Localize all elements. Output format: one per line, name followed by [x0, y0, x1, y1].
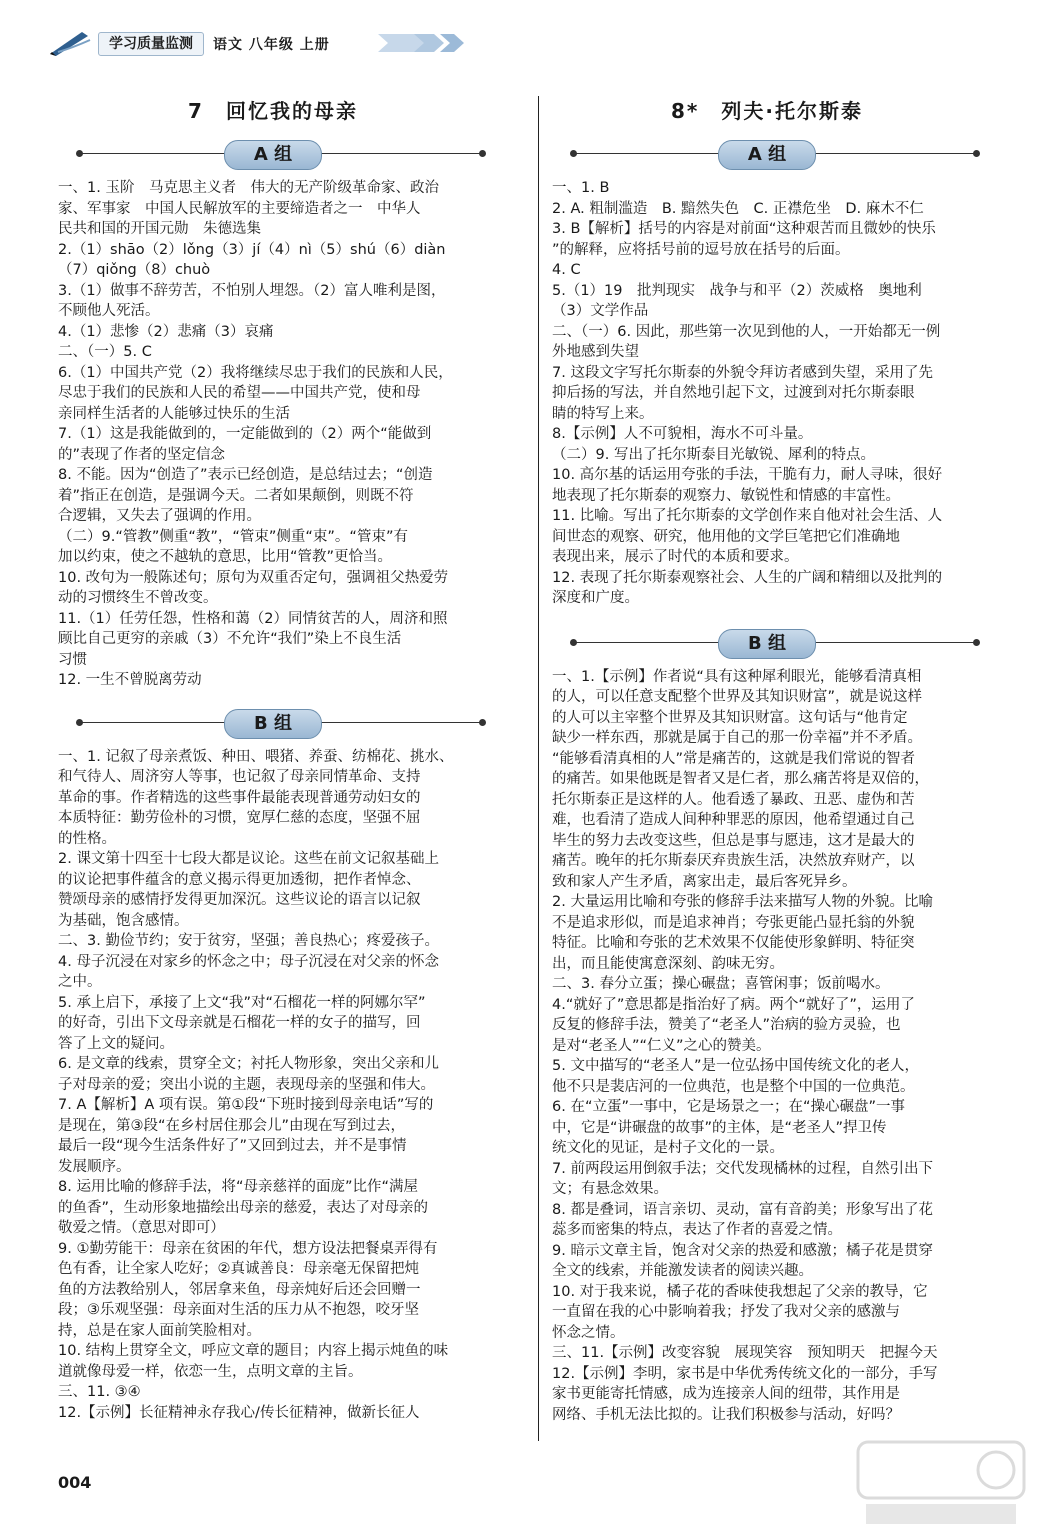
answer-line: 本质特征：勤劳俭朴的习惯，宽厚仁慈的态度，坚强不屈 — [58, 810, 421, 826]
answer-line: 家、军事家 中国人民解放军的主要缔造者之一 中华人 — [58, 200, 421, 217]
answer-line: 托尔斯泰正是这样的人。他看透了暴政、丑恶、虚伪和苦 — [552, 791, 915, 808]
answer-line: 子对母亲的爱；突出小说的主题，表现母亲的坚强和伟大。 — [58, 1076, 435, 1093]
answer-line: 敬爱之情。（意思对即可） — [58, 1220, 225, 1236]
watermark-logo — [856, 1440, 1026, 1530]
answer-line: 习惯 — [58, 651, 87, 668]
answer-line: 着”指正在创造，是强调今天。二者如果颠倒，则既不符 — [58, 487, 414, 504]
right-column — [552, 92, 982, 1425]
answer-line: 最后一段“现今生活条件好了”又回到过去，并不是事情 — [58, 1138, 407, 1154]
answer-line: 二、（一）6. 因此，那些第一次见到他的人，一开始都无一例 — [552, 323, 941, 340]
answer-line: 地表现了托尔斯泰的观察力、敏锐性和情感的丰富性。 — [552, 487, 900, 504]
answer-line: 尽忠于我们的民族和人民的希望——中国共产党，使和母 — [58, 385, 421, 401]
answer-line: 网络、手机无法比拟的。让我们积极参与活动，好吗？ — [552, 1406, 900, 1423]
answer-line: 7.（1）这是我能做到的，一定能做到的（2）两个“能做到 — [58, 426, 432, 442]
group-b-banner — [58, 703, 488, 743]
answer-line: 5.（1）19 批判现实 战争与和平（2）茨威格 奥地利 — [552, 282, 922, 299]
answer-line: 4. 母子沉浸在对家乡的怀念之中；母子沉浸在对父亲的怀念 — [58, 953, 439, 970]
answer-line: 4. C — [552, 262, 581, 278]
answer-line: “能够看清真相的人”常是痛苦的，这就是我们常说的智者 — [552, 750, 916, 767]
answer-line: 表现出来，展示了时代的本质和要求。 — [552, 549, 799, 565]
answer-line: 不顾他人死活。 — [58, 303, 160, 319]
answer-line: 二、（一）5. C — [58, 344, 152, 360]
answer-line: 道就像母爱一样，依恋一生，点明文章的主旨。 — [58, 1363, 363, 1380]
left-column — [58, 92, 488, 1423]
answer-line: 睛的特写上来。 — [552, 405, 654, 422]
answer-line: 一、1. 记叙了母亲煮饭、种田、喂猪、养蚕、纺棉花、挑水、 — [58, 748, 454, 765]
column-divider — [538, 96, 539, 1441]
answer-line: 三、11.【示例】改变容貌 展现笑容 预知明天 把握今天 — [552, 1345, 938, 1361]
answer-line: 中，它是“讲碾盘的故事”的主体，是“老圣人”捍卫传 — [552, 1119, 887, 1136]
answer-line: 之中。 — [58, 974, 102, 990]
group-b-answers — [58, 747, 488, 1424]
pen-icon — [48, 30, 92, 56]
answer-line: 11.（1）任劳任怨，性格和蔼（2）同情贫苦的人，周济和照 — [58, 610, 448, 627]
answer-line: 怀念之情。 — [552, 1324, 625, 1341]
answer-line: 顾比自己更穷的亲戚（3）不允许“我们”染上不良生活 — [58, 631, 402, 647]
answer-line: 难，也看清了造成人间种种罪恶的原因，他希望通过自己 — [552, 812, 915, 828]
answer-line: 10. 改句为一般陈述句；原句为双重否定句，强调祖父热爱劳 — [58, 569, 449, 586]
answer-line: 家书更能寄托情感，成为连接亲人间的纽带，其作用是 — [552, 1386, 900, 1402]
answer-line: 合逻辑，又失去了强调的作用。 — [58, 508, 261, 524]
answer-line: （7）qiǒng（8）chuò — [58, 262, 211, 278]
answer-line: 一、1. 玉阶 马克思主义者 伟大的无产阶级革命家、政治 — [58, 180, 439, 196]
answer-line: （二）9. 写出了托尔斯泰目光敏锐、犀利的特点。 — [552, 446, 875, 463]
answer-line: 二、3. 春分立蛋；操心碾盘；喜管闲事；饭前喝水。 — [552, 976, 890, 992]
answer-line: 7. 这段文字写托尔斯泰的外貌令拜访者感到失望，采用了先 — [552, 364, 933, 381]
answer-line: 一、1. B — [552, 180, 610, 196]
page-number: 004 — [58, 1473, 92, 1492]
answer-line: 的”表现了作者的坚定信念 — [58, 446, 226, 463]
lesson-title: 7 回忆我的母亲 — [188, 99, 358, 123]
answer-line: 深度和广度。 — [552, 590, 639, 606]
answer-line: 亲同样生活者的人能够过快乐的生活 — [58, 405, 290, 422]
group-b-label: B 组 — [224, 709, 322, 739]
group-a-label: A 组 — [224, 140, 322, 170]
answer-line: （3）文学作品 — [552, 303, 649, 319]
answer-line: 的议论把事件蕴含的意义揭示得更加透彻，把作者悼念、 — [58, 871, 421, 888]
header-tag: 学习质量监测 — [98, 32, 204, 56]
answer-line: 12. 表现了托尔斯泰观察社会、人生的广阔和精细以及批判的 — [552, 569, 943, 586]
answer-line: 全文的线索，并能激发读者的阅读兴趣。 — [552, 1263, 813, 1279]
answer-line: 色有香，让全家人吃好；②真诚善良：母亲毫无保留把炖 — [58, 1261, 419, 1277]
answer-line: 持，总是在家人面前笑脸相对。 — [58, 1322, 261, 1339]
answer-line: 2. A. 粗制滥造 B. 黯然失色 C. 正襟危坐 D. 麻木不仁 — [552, 200, 924, 217]
group-a-banner — [552, 134, 982, 174]
answer-line: 痛苦。晚年的托尔斯泰厌弃贵族生活，决然放弃财产，以 — [552, 853, 915, 869]
answer-line: 统文化的见证，是村子文化的一景。 — [552, 1140, 784, 1156]
answer-line: 8.【示例】人不可貌相，海水不可斗量。 — [552, 426, 813, 442]
group-a-answers — [552, 178, 982, 609]
answer-line: 文；有悬念效果。 — [552, 1181, 668, 1197]
answer-line: 5. 承上启下，承接了上文“我”对“石榴花一样的阿娜尔罕” — [58, 994, 426, 1011]
answer-line: 4.“就好了”意思都是指治好了病。两个“就好了”，运用了 — [552, 996, 915, 1013]
answer-line: 反复的修辞手法，赞美了“老圣人”治病的验方灵验，也 — [552, 1017, 901, 1033]
answer-line: 一、1.【示例】作者说“具有这种犀利眼光，能够看清真相 — [552, 668, 922, 685]
answer-line: 毕生的努力去改变这些，但总是事与愿违，这才是最大的 — [552, 832, 915, 849]
answer-line: 的鱼香”，生动形象地描绘出母亲的慈爱，表达了对母亲的 — [58, 1199, 429, 1216]
answer-line: 9. ①勤劳能干：母亲在贫困的年代，想方设法把餐桌弄得有 — [58, 1240, 438, 1257]
answer-line: 外地感到失望 — [552, 344, 639, 360]
answer-line: 10. 对于我来说，橘子花的香味使我想起了父亲的教导，它 — [552, 1283, 928, 1300]
answer-line: 是对“老圣人”“仁义”之心的赞美。 — [552, 1037, 771, 1054]
group-a-answers — [58, 178, 488, 691]
answer-line: 不是追求形似，而是追求神肖；夸张更能凸显托翁的外貌 — [552, 914, 915, 931]
answer-line: 特征。比喻和夸张的艺术效果不仅能使形象鲜明、特征突 — [552, 935, 915, 951]
answer-line: 抑后扬的写法，并自然地引起下文，过渡到对托尔斯泰眼 — [552, 385, 915, 401]
answer-line: 和气待人、周济穷人等事，也记叙了母亲同情革命、支持 — [58, 769, 421, 785]
answer-line: 10. 结构上贯穿全文，呼应文章的题目；内容上揭示炖鱼的味 — [58, 1343, 449, 1359]
answer-line: （二）9.“管教”侧重“教”，“管束”侧重“束”。“管束”有 — [58, 528, 408, 545]
answer-line: 是现在，第③段“在乡村居住那会儿”由现在写到过去， — [58, 1117, 406, 1134]
answer-line: 6. 在“立蛋”一事中，它是场景之一；在“操心碾盘”一事 — [552, 1099, 905, 1115]
answer-line: 2. 大量运用比喻和夸张的修辞手法来描写人物的外貌。比喻 — [552, 894, 933, 910]
answer-line: 6.（1）中国共产党（2）我将继续尽忠于我们的民族和人民， — [58, 364, 453, 381]
answer-line: 3.（1）做事不辞劳苦，不怕别人埋怨。（2）富人唯利是图， — [58, 282, 446, 299]
answer-line: 5. 文中描写的“老圣人”是一位弘扬中国传统文化的老人， — [552, 1058, 919, 1074]
answer-line: 8. 不能。因为“创造了”表示已经创造，是总结过去；“创造 — [58, 467, 433, 483]
group-a-label: A 组 — [718, 140, 816, 170]
lesson-title: 8* 列夫·托尔斯泰 — [671, 99, 863, 123]
group-b-answers — [552, 667, 982, 1426]
answer-line: 的性格。 — [58, 830, 116, 847]
answer-line: 12.【示例】李明，家书是中华优秀传统文化的一部分，手写 — [552, 1365, 938, 1382]
answer-line: 的人，可以任意支配整个世界及其知识财富”，就是说这样 — [552, 689, 923, 705]
answer-line: 答了上文的疑问。 — [58, 1035, 174, 1052]
answer-line: 一直留在我的心中影响着我；抒发了我对父亲的感激与 — [552, 1304, 900, 1320]
answer-line: 动的习惯终生不曾改变。 — [58, 590, 218, 606]
answer-line: 6. 是文章的线索，贯穿全文；衬托人物形象，突出父亲和儿 — [58, 1056, 439, 1072]
answer-line: ”的解释，应将括号前的逗号放在括号的后面。 — [552, 241, 850, 258]
answer-line: 8. 运用比喻的修辞手法，将“母亲慈祥的面庞”比作“满屋 — [58, 1179, 418, 1195]
group-b-banner — [552, 623, 982, 663]
answer-line: 他不只是裴店河的一位典范，也是整个中国的一位典范。 — [552, 1078, 915, 1095]
page-header — [48, 26, 468, 60]
answer-line: 加以约束，使之不越轨的意思，比用“管教”更恰当。 — [58, 549, 393, 565]
answer-line: 蕊多而密集的特点，表达了作者的喜爱之情。 — [552, 1222, 842, 1238]
answer-line: 7. A【解析】A 项有误。第①段“下班时接到母亲电话”写的 — [58, 1097, 434, 1113]
answer-line: 9. 暗示文章主旨，饱含对父亲的热爱和感激；橘子花是贯穿 — [552, 1242, 933, 1259]
answer-line: 出，而且能使寓意深刻、韵味无穷。 — [552, 955, 784, 972]
group-b-label: B 组 — [718, 629, 816, 659]
answer-line: 的痛苦。如果他既是智者又是仁者，那么痛苦将是双倍的， — [552, 771, 929, 787]
answer-line: 8. 都是叠词，语言亲切、灵动，富有音韵美；形象写出了花 — [552, 1201, 933, 1218]
answer-line: 12. 一生不曾脱离劳动 — [58, 672, 202, 688]
answer-line: 赞颂母亲的感情抒发得更加深沉。这些议论的语言以记叙 — [58, 892, 421, 908]
answer-line: 10. 高尔基的话运用夸张的手法，干脆有力，耐人寻味，很好 — [552, 467, 943, 483]
answer-line: 段；③乐观坚强：母亲面对生活的压力从不抱怨，咬牙坚 — [58, 1302, 419, 1318]
answer-line: 12.【示例】长征精神永存我心/传长征精神，做新长征人 — [58, 1404, 420, 1421]
chevron-right-icon — [378, 32, 498, 54]
answer-line: 发展顺序。 — [58, 1158, 131, 1175]
answer-line: 11. 比喻。写出了托尔斯泰的文学创作来自他对社会生活、人 — [552, 508, 943, 524]
answer-line: 的人可以主宰整个世界及其知识财富。这句话与“他肯定 — [552, 709, 908, 726]
answer-line: 为基础，饱含感情。 — [58, 912, 189, 929]
answer-line: 鱼的方法教给别人，邻居拿来鱼，母亲炖好后还会回赠一 — [58, 1281, 421, 1298]
answer-line: 的好奇，引出下文母亲就是石榴花一样的女子的描写，回 — [58, 1015, 421, 1031]
answer-line: 4.（1）悲惨（2）悲痛（3）哀痛 — [58, 323, 274, 340]
answer-line: 3. B【解析】括号的内容是对前面“这种艰苦而且微妙的快乐 — [552, 221, 936, 237]
answer-line: 革命的事。作者精选的这些事件最能表现普通劳动妇女的 — [58, 789, 421, 806]
answer-line: 间世态的观察、研究，他用他的文学巨笔把它们准确地 — [552, 528, 900, 545]
answer-line: 2.（1）shāo（2）lǒng（3）jí（4）nì（5）shú（6）diàn — [58, 241, 446, 258]
answer-line: 缺少一样东西，那就是属于自己的那一份幸福”并不矛盾。 — [552, 730, 923, 746]
answer-line: 二、3. 勤俭节约；安于贫穷，坚强；善良热心；疼爱孩子。 — [58, 933, 439, 949]
answer-line: 7. 前两段运用倒叙手法；交代发现橘林的过程，自然引出下 — [552, 1160, 933, 1177]
answer-line: 致和家人产生矛盾，离家出走，最后客死异乡。 — [552, 873, 857, 890]
answer-line: 民共和国的开国元勋 朱德选集 — [58, 221, 261, 237]
group-a-banner — [58, 134, 488, 174]
answer-line: 2. 课文第十四至十七段大都是议论。这些在前文记叙基础上 — [58, 851, 439, 867]
header-breadcrumb: 语文 八年级 上册 — [213, 37, 330, 53]
answer-line: 三、11. ③④ — [58, 1384, 141, 1400]
